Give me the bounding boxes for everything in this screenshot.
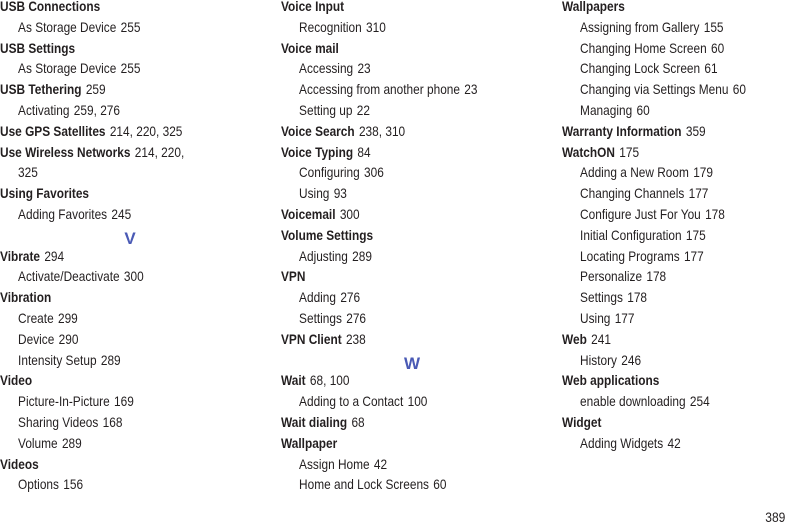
- page-refs: 178: [705, 206, 725, 222]
- section-letter: V: [124, 228, 136, 248]
- page-refs: 93: [333, 186, 347, 202]
- index-subterm: Changing Home Screen: [580, 40, 707, 56]
- page-refs: 300: [123, 269, 144, 285]
- index-subterm: Picture-In-Picture: [18, 394, 110, 410]
- page-refs: 300: [339, 206, 360, 222]
- index-entry: [0, 125, 224, 146]
- index-subentry: [281, 62, 506, 83]
- index-subentry: [0, 104, 224, 125]
- page-refs: 290: [58, 331, 79, 347]
- page-refs: 42: [373, 456, 388, 472]
- page-refs: 259, 276: [73, 102, 121, 118]
- page-refs: 276: [340, 290, 361, 306]
- page-refs: 246: [621, 352, 642, 368]
- index-subterm: As Storage Device: [18, 61, 117, 77]
- index-subterm: History: [580, 352, 617, 368]
- index-entry: [562, 333, 747, 354]
- index-entry: [562, 374, 747, 395]
- page-refs: 294: [44, 248, 65, 264]
- index-entry: [0, 146, 224, 167]
- index-subterm: Adjusting: [299, 248, 348, 264]
- index-subterm: Changing Channels: [580, 186, 685, 202]
- index-subterm: Intensity Setup: [18, 352, 97, 368]
- page-refs: 68: [351, 414, 365, 430]
- index-entry: [0, 42, 224, 63]
- page-refs: 259: [85, 82, 106, 98]
- index-subentry: [562, 187, 747, 208]
- index-subterm: Create: [18, 310, 54, 326]
- page-refs: 68, 100: [309, 373, 350, 389]
- page-refs: 177: [614, 310, 635, 326]
- index-subterm: Setting up: [299, 102, 353, 118]
- page-refs: 238: [345, 331, 366, 347]
- index-subentry: [0, 478, 224, 499]
- index-subentry: [0, 354, 224, 375]
- index-subterm: Adding to a Contact: [299, 394, 404, 410]
- index-entry: [281, 374, 506, 395]
- page-refs: 177: [688, 186, 709, 202]
- index-subterm: Adding Widgets: [580, 435, 664, 451]
- page-refs: 156: [63, 477, 84, 493]
- page-refs: 61: [704, 61, 718, 77]
- index-subentry: [562, 270, 747, 291]
- page-refs: 178: [627, 290, 648, 306]
- index-term: Wallpaper: [281, 435, 338, 451]
- index-subentry: [0, 21, 224, 42]
- index-subentry: [562, 62, 747, 83]
- section-letter: W: [403, 353, 421, 373]
- index-subterm: Options: [18, 477, 59, 493]
- index-term: Web applications: [562, 373, 660, 389]
- page-refs: 289: [352, 248, 372, 264]
- index-subterm: Adding Favorites: [18, 206, 108, 222]
- page-refs: 289: [61, 435, 82, 451]
- index-subentry: [0, 312, 224, 333]
- index-subterm: Personalize: [580, 269, 643, 285]
- page-refs: 245: [111, 206, 132, 222]
- index-subterm: Using: [299, 186, 330, 202]
- index-subentry: [562, 291, 747, 312]
- page-refs: 254: [689, 394, 710, 410]
- index-subentry: [562, 437, 747, 458]
- index-subterm: Volume: [18, 435, 58, 451]
- index-subentry: [281, 312, 506, 333]
- index-subentry: [281, 478, 506, 499]
- page-refs: 169: [114, 394, 134, 410]
- index-subentry: [562, 229, 747, 250]
- index-term: Voice Input: [281, 0, 345, 14]
- index-entry: [281, 0, 506, 21]
- index-subentry: [562, 42, 747, 63]
- index-entry: [562, 416, 747, 437]
- index-term: USB Settings: [0, 40, 76, 56]
- index-entry: [281, 333, 506, 354]
- index-subentry: [0, 62, 224, 83]
- index-subterm: Managing: [580, 102, 633, 118]
- index-entry: [281, 208, 506, 229]
- index-subterm: Adding a New Room: [580, 165, 689, 181]
- page-refs: 214, 220,: [134, 144, 185, 160]
- index-subentry: [562, 208, 747, 229]
- index-term: Voice mail: [281, 40, 339, 56]
- page-refs: 60: [636, 102, 650, 118]
- index-entry: [281, 229, 506, 250]
- page-refs: 168: [102, 414, 123, 430]
- index-term: Voicemail: [281, 206, 336, 222]
- page-refs: 178: [646, 269, 667, 285]
- index-subterm: Assign Home: [299, 456, 370, 472]
- page-refs: 179: [693, 165, 713, 181]
- page-refs: 175: [685, 227, 706, 243]
- index-subterm: Configuring: [299, 165, 360, 181]
- page-refs: 60: [711, 40, 725, 56]
- index-subentry: [281, 458, 506, 479]
- index-term: Use GPS Satellites: [0, 123, 106, 139]
- index-entry: [0, 83, 224, 104]
- index-subentry: [0, 416, 224, 437]
- index-subentry: [562, 104, 747, 125]
- page-refs: 23: [464, 82, 478, 98]
- index-term: Volume Settings: [281, 227, 374, 243]
- page-refs: 214, 220, 325: [109, 123, 183, 139]
- index-term: Wait dialing: [281, 414, 348, 430]
- index-subentry: [562, 354, 747, 375]
- page-refs: 22: [356, 102, 371, 118]
- page-refs: 238, 310: [358, 123, 406, 139]
- index-entry: [0, 458, 224, 479]
- index-subentry: [0, 437, 224, 458]
- index-subterm: Device: [18, 331, 55, 347]
- index-subentry: [562, 83, 747, 104]
- index-subterm: Changing Lock Screen: [580, 61, 701, 77]
- index-entry: [562, 0, 747, 21]
- index-term: Using Favorites: [0, 186, 90, 202]
- page-refs: 255: [120, 19, 141, 35]
- page-refs: 60: [732, 82, 746, 98]
- index-subterm: Configure Just For You: [580, 206, 701, 222]
- index-column-3: [562, 0, 777, 458]
- index-term: Wait: [281, 373, 306, 389]
- index-term: Videos: [0, 456, 39, 472]
- index-subentry: [281, 104, 506, 125]
- index-subterm: Assigning from Gallery: [580, 19, 700, 35]
- page-refs: 276: [346, 310, 367, 326]
- index-term: WatchON: [562, 144, 615, 160]
- page-refs: 155: [703, 19, 724, 35]
- index-term: Wallpapers: [562, 0, 625, 14]
- index-term: USB Tethering: [0, 82, 82, 98]
- index-entry: [562, 146, 747, 167]
- index-subterm: Activate/Deactivate: [18, 269, 120, 285]
- index-column-1: [0, 0, 260, 499]
- index-subterm: 325: [18, 165, 38, 181]
- index-subterm: Settings: [299, 310, 342, 326]
- index-subentry: [281, 83, 506, 104]
- index-entry: [562, 125, 747, 146]
- index-subterm: Activating: [18, 102, 70, 118]
- index-subentry: [281, 291, 506, 312]
- index-entry: [0, 291, 224, 312]
- index-subentry: [281, 187, 506, 208]
- index-term: Voice Typing: [281, 144, 354, 160]
- index-subentry: [281, 250, 506, 271]
- index-subterm: Accessing from another phone: [299, 82, 461, 98]
- index-entry: [281, 416, 506, 437]
- page-refs: 299: [57, 310, 78, 326]
- index-subentry: [0, 208, 224, 229]
- index-subentry: [562, 21, 747, 42]
- page-refs: 241: [591, 331, 611, 347]
- index-subterm: As Storage Device: [18, 19, 117, 35]
- page-refs: 42: [667, 435, 681, 451]
- index-subentry: [562, 250, 747, 271]
- index-entry: [0, 0, 224, 21]
- index-term: Vibration: [0, 290, 52, 306]
- page-refs: 289: [100, 352, 121, 368]
- index-term: Voice Search: [281, 123, 355, 139]
- index-subentry: [562, 395, 747, 416]
- index-entry: [281, 270, 506, 291]
- index-entry: [281, 125, 506, 146]
- index-subentry: [281, 21, 506, 42]
- index-subterm: Changing via Settings Menu: [580, 82, 729, 98]
- index-term: Vibrate: [0, 248, 41, 264]
- index-subterm: Sharing Videos: [18, 414, 99, 430]
- page-refs: 60: [433, 477, 447, 493]
- index-subentry: [0, 270, 224, 291]
- index-subterm: Settings: [580, 290, 623, 306]
- index-subentry: [281, 166, 506, 187]
- index-term: Widget: [562, 414, 602, 430]
- index-subentry: [0, 333, 224, 354]
- page-refs: 306: [364, 165, 384, 181]
- index-subentry: [281, 395, 506, 416]
- index-subentry: [562, 312, 747, 333]
- index-term: Warranty Information: [562, 123, 682, 139]
- page-refs: 310: [366, 19, 386, 35]
- index-subterm: Home and Lock Screens: [299, 477, 430, 493]
- index-subterm: Locating Programs: [580, 248, 680, 264]
- index-subterm: Accessing: [299, 61, 354, 77]
- index-term: VPN Client: [281, 331, 342, 347]
- index-entry: [0, 187, 224, 208]
- page-refs: 100: [407, 394, 428, 410]
- index-term: VPN: [281, 269, 306, 285]
- index-term: Use Wireless Networks: [0, 144, 131, 160]
- index-term: Web: [562, 331, 587, 347]
- index-entry: [0, 250, 224, 271]
- index-subterm: Adding: [299, 290, 337, 306]
- index-subterm: Recognition: [299, 19, 362, 35]
- index-subentry: [0, 166, 224, 187]
- page-refs: 255: [120, 61, 141, 77]
- index-entry: [281, 437, 506, 458]
- index-term: Video: [0, 373, 33, 389]
- index-subentry: [562, 166, 747, 187]
- page-refs: 23: [357, 61, 371, 77]
- index-entry: [0, 374, 224, 395]
- page-number: 389: [764, 509, 785, 525]
- page-refs: 177: [683, 248, 704, 264]
- index-subentry: [0, 395, 224, 416]
- page-refs: 84: [357, 144, 371, 160]
- index-column-2: [281, 0, 543, 499]
- index-entry: [281, 42, 506, 63]
- index-subterm: enable downloading: [580, 394, 686, 410]
- index-subterm: Initial Configuration: [580, 227, 682, 243]
- index-entry: [281, 146, 506, 167]
- index-subterm: Using: [580, 310, 611, 326]
- page-refs: 175: [619, 144, 640, 160]
- page-refs: 359: [685, 123, 706, 139]
- index-term: USB Connections: [0, 0, 101, 14]
